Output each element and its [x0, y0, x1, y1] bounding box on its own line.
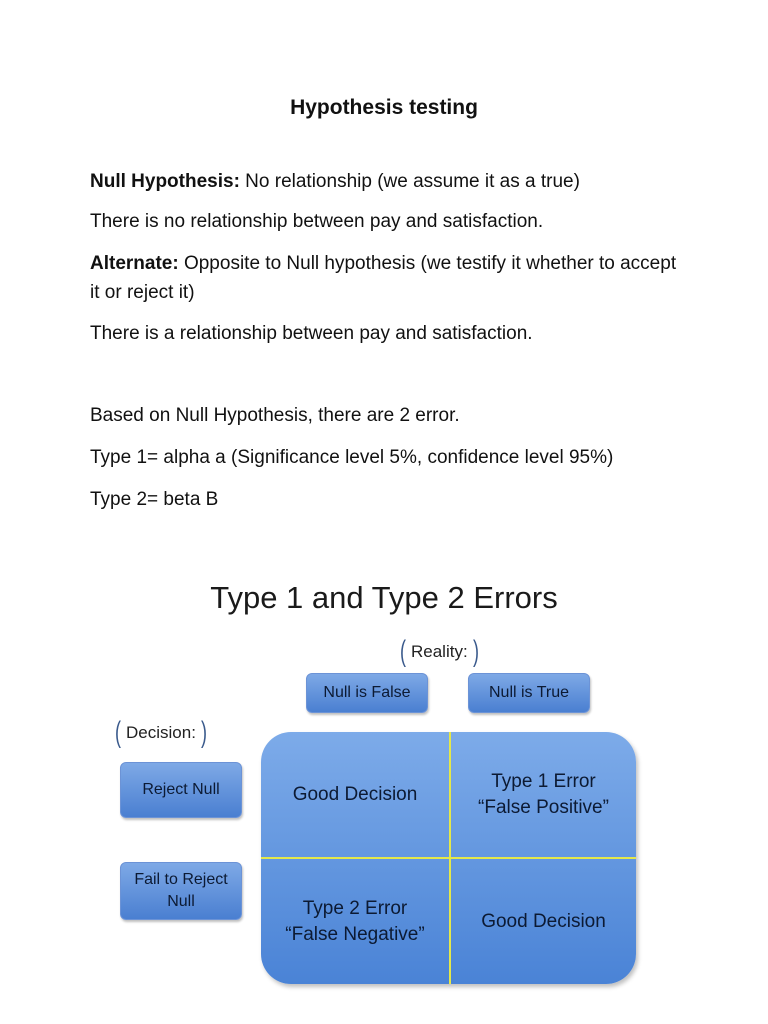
decision-label [113, 718, 209, 748]
reality-label [398, 637, 481, 667]
right-bracket-icon: ) [472, 635, 479, 668]
decision-label-text: Decision: [126, 723, 196, 742]
row-fail-line2: Null [167, 893, 195, 910]
reality-label-text: Reality: [411, 642, 468, 661]
type1-error-title: Type 1 Error [491, 770, 596, 792]
alternate-label: Alternate: [90, 253, 179, 274]
row-fail-line1: Fail to Reject [134, 871, 228, 889]
alternate-hypothesis-example: There is a relationship between pay and satisfaction. [90, 323, 533, 344]
type1-error-line: Type 1= alpha a (Significance level 5%, confidence level 95%) [90, 447, 614, 468]
document-title: Hypothesis testing [290, 96, 478, 119]
type2-error-subtitle: “False Negative” [285, 923, 425, 945]
right-bracket-icon: ) [200, 716, 207, 749]
type2-error-title: Type 2 Error [302, 897, 408, 919]
null-hypothesis-text: No relationship (we assume it as a true) [239, 171, 580, 192]
column-null-true: Null is True [468, 673, 590, 713]
errors-intro: Based on Null Hypothesis, there are 2 error. [90, 405, 460, 426]
row-reject-null: Reject Null [120, 762, 242, 818]
cell-fail-null-true: Good Decision [481, 910, 606, 932]
cell-fail-null-false [261, 859, 449, 984]
null-hypothesis-label: Null Hypothesis: [90, 171, 240, 192]
column-null-false: Null is False [306, 673, 428, 713]
type2-error-line: Type 2= beta B [90, 489, 219, 510]
null-hypothesis-definition [90, 168, 690, 197]
null-hypothesis-example: There is no relationship between pay and satisfaction. [90, 211, 544, 232]
cell-reject-null-false: Good Decision [292, 783, 418, 805]
cell-reject-null-true [451, 732, 636, 857]
alternate-hypothesis-definition [90, 250, 690, 307]
alternate-text: Opposite to Null hypothesis (we testify it whether to accept it or reject it) [90, 253, 677, 303]
decision-matrix [261, 732, 636, 984]
diagram-title: Type 1 and Type 2 Errors [210, 580, 558, 615]
left-bracket-icon: ( [400, 635, 406, 668]
row-fail-to-reject-null [120, 862, 242, 920]
type1-error-subtitle: “False Positive” [478, 796, 609, 818]
left-bracket-icon: ( [115, 716, 121, 749]
